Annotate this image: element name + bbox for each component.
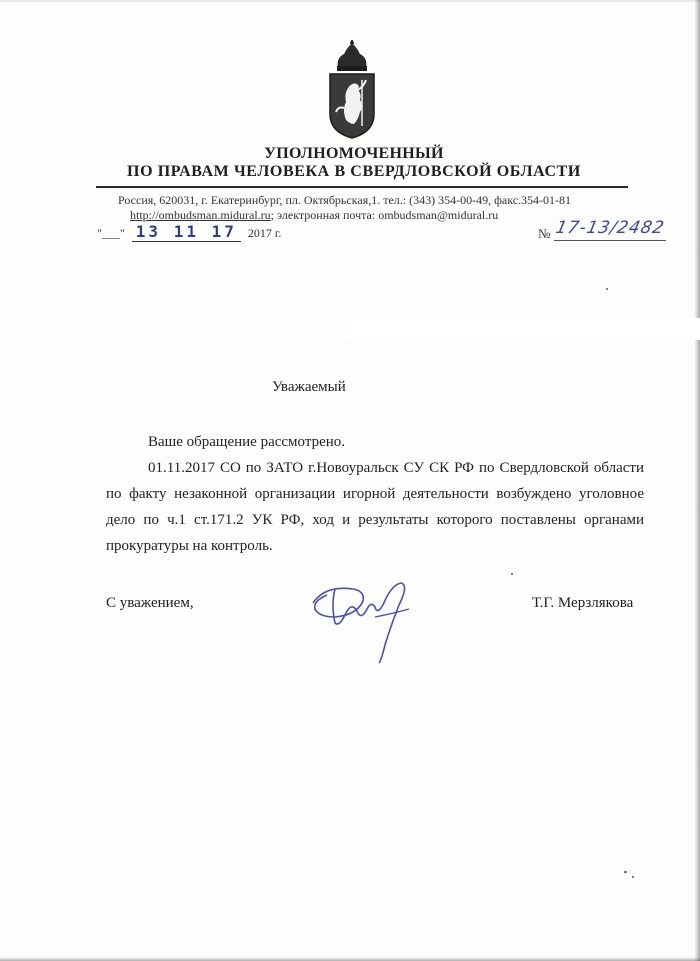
organization-title-line1: УПОЛНОМОЧЕННЫЙ	[264, 145, 444, 162]
registration-underline	[554, 240, 666, 241]
paragraph-2: 01.11.2017 СО по ЗАТО г.Новоуральск СУ СК РФ по Свердловской области по факту незаконной организации игорной деятельности возбуждено уголовное дело по ч.1 ст.171.2 УК РФ, ход и результаты которого поставлены органами прокуратуры на контроль.	[106, 460, 644, 554]
scan-speck	[632, 876, 634, 878]
signatory-name: Т.Г. Мерзлякова	[532, 595, 634, 611]
address-line: Россия, 620031, г. Екатеринбург, пл. Октябрьская,1. тел.: (343) 354-00-49, факс.354-01-81	[118, 193, 572, 207]
handwritten-signature-icon	[305, 565, 425, 665]
paragraph-1: Ваше обращение рассмотрено.	[148, 434, 346, 450]
scan-edge-bottom	[0, 957, 700, 961]
email-text: ; электронная почта: ombudsman@midural.ru	[270, 208, 499, 222]
header-divider	[96, 186, 628, 188]
scan-speck	[511, 573, 513, 575]
organization-title-line2: ПО ПРАВАМ ЧЕЛОВЕКА В СВЕРДЛОВСКОЙ ОБЛАСТИ	[127, 163, 581, 180]
salutation: Уважаемый	[272, 379, 346, 395]
scan-speck	[606, 288, 608, 290]
registration-number-value: 17-13/2482	[553, 218, 667, 238]
scan-edge-right	[694, 0, 700, 961]
date-line	[97, 222, 281, 242]
date-year: 2017 г.	[247, 226, 282, 240]
date-prefix: "___"	[97, 226, 125, 240]
stamped-date: 13 11 17	[132, 222, 241, 242]
registration-number	[538, 220, 678, 244]
scan-edge-top	[0, 0, 700, 2]
crown-icon	[337, 40, 367, 71]
closing-text: С уважением,	[106, 595, 194, 611]
scan-speck	[624, 871, 627, 873]
redaction-band	[345, 318, 700, 340]
coat-of-arms-icon	[324, 40, 380, 140]
website-link[interactable]: http://ombudsman.midural.ru	[130, 208, 271, 222]
number-sign: №	[538, 226, 551, 241]
contact-line	[130, 208, 498, 223]
